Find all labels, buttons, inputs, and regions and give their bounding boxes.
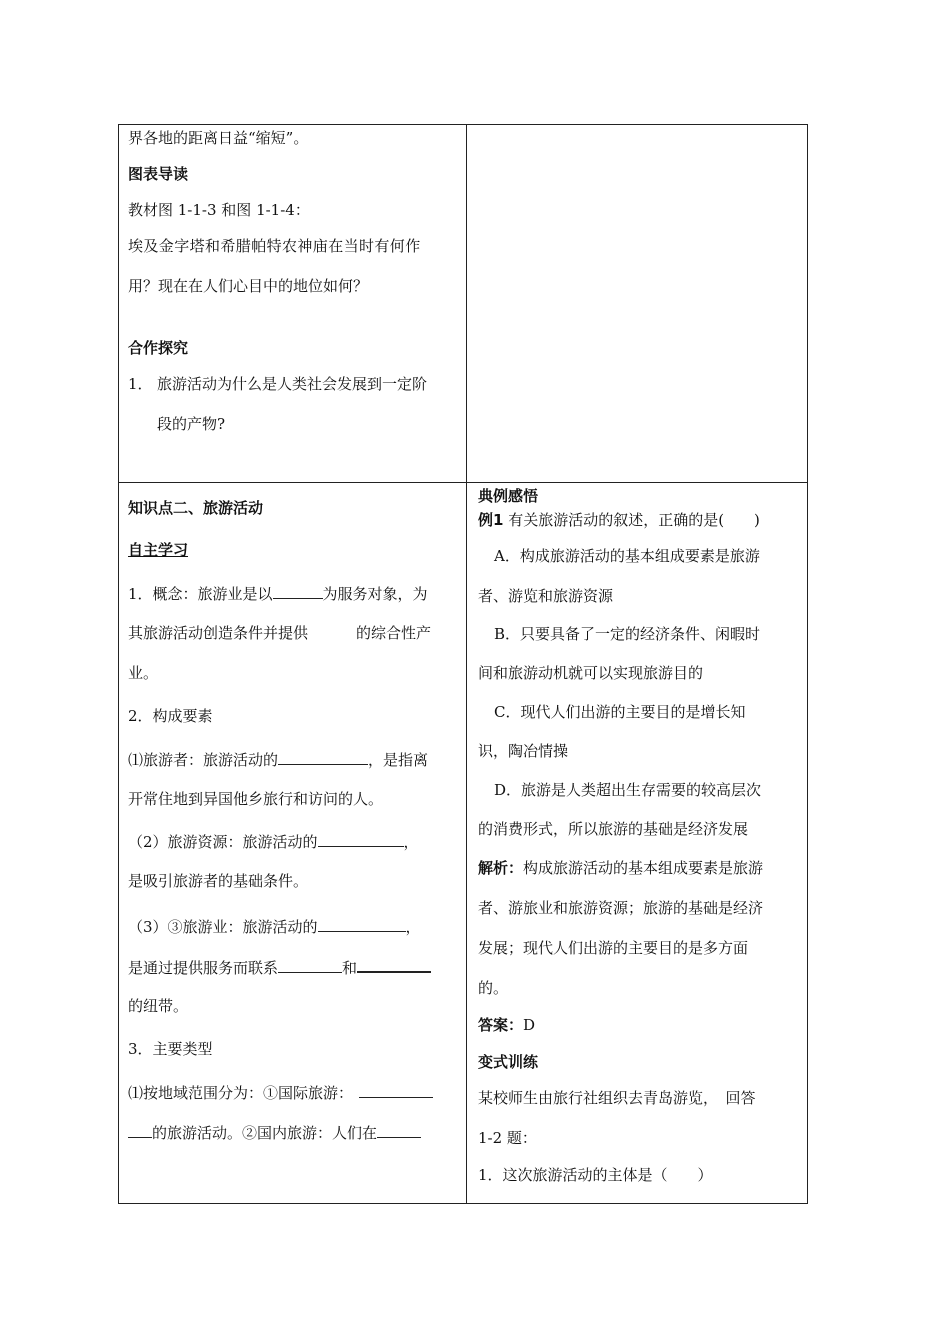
heading-typical-example: 典例感悟 — [478, 487, 539, 505]
heading-self-study: 自主学习 — [128, 541, 189, 559]
element-industry-text-d: 和 — [342, 959, 358, 977]
textbook-reference: 教材图 1-1-3 和图 1-1-4： — [128, 201, 310, 219]
element-tourist-line-1 — [128, 749, 428, 770]
row1-left-cell — [128, 124, 462, 482]
element-industry-line-1 — [128, 916, 421, 937]
fill-blank[interactable] — [318, 916, 406, 932]
continued-text: 界各地的距离日益“缩短”。 — [128, 129, 309, 147]
element-resource-text-b: ， — [403, 833, 419, 851]
concept-text-a: 1．概念：旅游业是以 — [128, 585, 273, 603]
row1-right-cell — [470, 124, 804, 482]
types-text-a: ⑴按地域范围分为：①国际旅游： — [128, 1084, 354, 1102]
option-c-line-1: C．现代人们出游的主要目的是增长知 — [494, 703, 746, 721]
option-a-line-1: A．构成旅游活动的基本组成要素是旅游 — [494, 547, 760, 565]
heading-variant-training: 变式训练 — [478, 1053, 539, 1071]
coop-question-line-2: 段的产物? — [157, 415, 226, 433]
analysis-text-1: 构成旅游活动的基本组成要素是旅游 — [523, 859, 764, 877]
analysis-line-2: 者、游旅业和旅游资源；旅游的基础是经济 — [478, 899, 764, 917]
element-resource-line-2: 是吸引旅游者的基础条件。 — [128, 872, 309, 890]
table-border-bottom — [118, 1203, 808, 1204]
option-d-line-2: 的消费形式，所以旅游的基础是经济发展 — [478, 820, 749, 838]
element-industry-line-3: 的纽带。 — [128, 997, 189, 1015]
types-heading: 3．主要类型 — [128, 1040, 213, 1058]
heading-chart-reading: 图表导读 — [128, 165, 189, 183]
option-b-line-2: 间和旅游动机就可以实现旅游目的 — [478, 664, 704, 682]
analysis-label: 解析： — [478, 859, 524, 877]
heading-knowledge-point-2: 知识点二、旅游活动 — [128, 499, 264, 517]
concept-line-2 — [128, 623, 431, 643]
fill-blank[interactable] — [128, 1122, 152, 1138]
concept-line-1 — [128, 583, 428, 604]
table-border-right — [807, 124, 808, 1204]
fill-blank[interactable] — [377, 1122, 421, 1138]
question-line-1: 埃及金字塔和希腊帕特农神庙在当时有何作 — [128, 237, 421, 255]
analysis-line-1 — [478, 858, 763, 878]
element-tourist-line-2: 开常住地到异国他乡旅行和访问的人。 — [128, 790, 384, 808]
example-question — [478, 510, 760, 530]
option-c-line-2: 识，陶冶情操 — [478, 742, 569, 760]
option-b-line-1: B．只要具备了一定的经济条件、闲暇时 — [494, 625, 761, 643]
fill-blank[interactable] — [278, 957, 342, 973]
concept-text-b: 为服务对象，为 — [322, 585, 428, 603]
concept-line-3: 业。 — [128, 664, 159, 682]
element-tourist-text-a: ⑴旅游者：旅游活动的 — [128, 751, 279, 769]
option-a-line-2: 者、游览和旅游资源 — [478, 587, 614, 605]
element-industry-text-c: 是通过提供服务而联系 — [128, 959, 279, 977]
answer-label: 答案： — [478, 1016, 524, 1034]
types-line-2 — [128, 1122, 421, 1143]
question-line-2: 用？现在在人们心目中的地位如何？ — [128, 277, 369, 295]
fill-blank[interactable] — [278, 749, 368, 765]
fill-blank[interactable] — [359, 1082, 433, 1098]
element-resource-line-1 — [128, 831, 419, 852]
analysis-line-3: 发展；现代人们出游的主要目的是多方面 — [478, 939, 749, 957]
row2-right-cell — [478, 482, 804, 1202]
element-industry-text-a: （3）③旅游业：旅游活动的 — [128, 918, 318, 936]
coop-question-number: 1． — [128, 375, 153, 393]
worksheet-table — [118, 124, 808, 1204]
example-text: 有关旅游活动的叙述，正确的是( ) — [503, 511, 760, 529]
fill-blank[interactable] — [318, 831, 404, 847]
coop-question-line-1: 旅游活动为什么是人类社会发展到一定阶 — [157, 375, 428, 393]
heading-cooperative-inquiry: 合作探究 — [128, 339, 189, 357]
fill-blank[interactable] — [273, 583, 323, 599]
concept-text-d: 的综合性产 — [356, 624, 432, 642]
element-industry-line-2 — [128, 956, 431, 978]
example-label: 例1 — [478, 511, 504, 529]
element-tourist-text-b: ，是指离 — [368, 751, 429, 769]
row2-left-cell — [128, 482, 462, 1202]
answer-value: D — [523, 1016, 536, 1034]
element-resource-text-a: （2）旅游资源：旅游活动的 — [128, 833, 318, 851]
analysis-line-4: 的。 — [478, 979, 509, 997]
option-d-line-1: D．旅游是人类超出生存需要的较高层次 — [494, 781, 762, 799]
types-line-1 — [128, 1082, 433, 1103]
variant-question-1: 1．这次旅游活动的主体是（ ） — [478, 1166, 713, 1184]
table-column-divider — [466, 124, 467, 1204]
variant-intro-line-1: 某校师生由旅行社组织去青岛游览， 回答 — [478, 1089, 756, 1107]
variant-intro-line-2: 1-2 题： — [478, 1129, 537, 1147]
fill-blank[interactable] — [357, 956, 431, 973]
element-industry-text-b: ， — [405, 918, 421, 936]
answer-line — [478, 1015, 535, 1035]
concept-text-c: 其旅游活动创造条件并提供 — [128, 624, 309, 642]
types-text-b: 的旅游活动。②国内旅游：人们在 — [152, 1124, 378, 1142]
elements-heading: 2．构成要素 — [128, 707, 213, 725]
table-border-left — [118, 124, 119, 1204]
